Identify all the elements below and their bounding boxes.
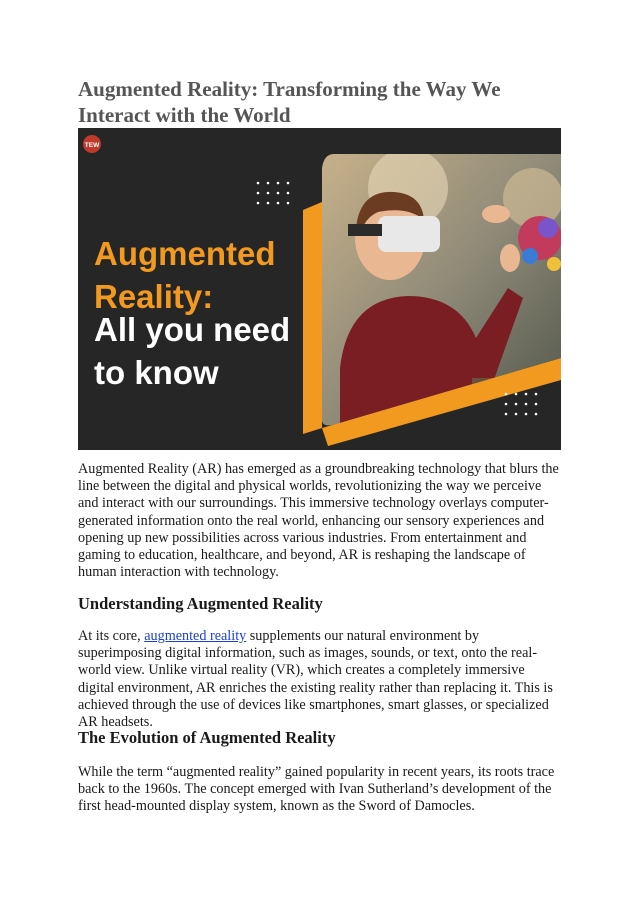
intro-paragraph: Augmented Reality (AR) has emerged as a groundbreaking technology that blurs the line between the digital and physical worlds, revolutionizing the way we perceive and interact with our surroundings. This immersive technology overlays computer-generated information onto the real world, enhancing our sensory experiences and opening up new possibilities across various industries. From entertainment and gaming to education, healthcare, and beyond, AR is reshaping the landscape of human interaction with technology. xyxy=(78,461,559,581)
hero-headline-line3: All you need xyxy=(94,311,291,348)
hero-headline-line4: to know xyxy=(94,354,219,391)
understanding-paragraph xyxy=(78,628,563,731)
hero-image xyxy=(78,128,561,450)
augmented-reality-link[interactable]: augmented reality xyxy=(144,628,247,644)
paragraph-text: supplements our natural environment by superimposing digital information, such as images, sounds, or text, onto the real-world view. Unlike virtual reality (VR), which creates a completely immersive digital environment, AR enriches the existing reality rather than replacing it. This is achieved through the use of devices like smartphones, smart glasses, or specialized AR headsets. xyxy=(78,628,553,731)
paragraph-text: At its core, xyxy=(78,628,145,644)
hero-headline-line1: Augmented xyxy=(94,235,276,272)
hero-headline-line2: Reality: xyxy=(94,278,214,315)
article-title: Augmented Reality: Transforming the Way We Interact with the World xyxy=(78,77,501,127)
orange-accent-left xyxy=(303,202,322,434)
logo-text: TEW xyxy=(84,142,100,149)
evolution-paragraph: While the term “augmented reality” gained popularity in recent years, its roots trace back to the 1960s. The concept emerged with Ivan Sutherland’s development of the first head-mounted display system, known as the Sword of Damocles. xyxy=(78,764,555,815)
section-heading-understanding: Understanding Augmented Reality xyxy=(78,594,323,613)
section-heading-evolution: The Evolution of Augmented Reality xyxy=(78,728,336,747)
